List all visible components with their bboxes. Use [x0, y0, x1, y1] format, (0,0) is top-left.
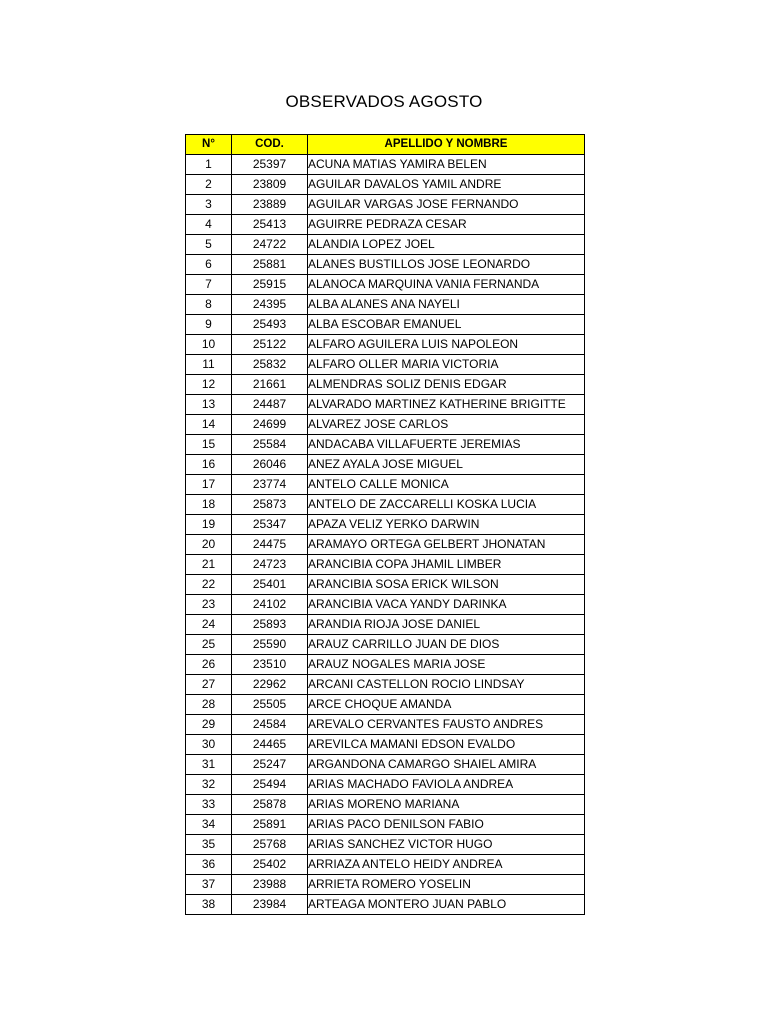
row-number: 6	[186, 255, 232, 275]
row-number: 30	[186, 735, 232, 755]
row-name: ARAMAYO ORTEGA GELBERT JHONATAN	[308, 535, 585, 555]
row-name: ARRIAZA ANTELO HEIDY ANDREA	[308, 855, 585, 875]
row-name: ARCE CHOQUE AMANDA	[308, 695, 585, 715]
row-name: ANTELO DE ZACCARELLI KOSKA LUCIA	[308, 495, 585, 515]
row-name: AGUILAR DAVALOS YAMIL ANDRE	[308, 175, 585, 195]
row-code: 25402	[232, 855, 308, 875]
table-row	[186, 155, 585, 175]
table-row	[186, 455, 585, 475]
row-name: AREVILCA MAMANI EDSON EVALDO	[308, 735, 585, 755]
row-code: 25893	[232, 615, 308, 635]
row-name: ARANCIBIA SOSA ERICK WILSON	[308, 575, 585, 595]
table-row	[186, 675, 585, 695]
table-row	[186, 535, 585, 555]
table-row	[186, 595, 585, 615]
row-name: ARANDIA RIOJA JOSE DANIEL	[308, 615, 585, 635]
row-number: 19	[186, 515, 232, 535]
row-code: 22962	[232, 675, 308, 695]
row-number: 33	[186, 795, 232, 815]
row-name: ARGANDONA CAMARGO SHAIEL AMIRA	[308, 755, 585, 775]
row-code: 25768	[232, 835, 308, 855]
row-code: 23809	[232, 175, 308, 195]
row-name: ACUNA MATIAS YAMIRA BELEN	[308, 155, 585, 175]
table-header-row	[186, 135, 585, 155]
row-name: ANEZ AYALA JOSE MIGUEL	[308, 455, 585, 475]
table-row	[186, 615, 585, 635]
row-number: 32	[186, 775, 232, 795]
row-number: 27	[186, 675, 232, 695]
row-code: 24723	[232, 555, 308, 575]
row-code: 25915	[232, 275, 308, 295]
row-code: 23988	[232, 875, 308, 895]
row-name: ALBA ESCOBAR EMANUEL	[308, 315, 585, 335]
row-code: 25832	[232, 355, 308, 375]
row-number: 35	[186, 835, 232, 855]
row-name: AGUILAR VARGAS JOSE FERNANDO	[308, 195, 585, 215]
row-name: ARANCIBIA VACA YANDY DARINKA	[308, 595, 585, 615]
row-number: 8	[186, 295, 232, 315]
row-code: 24722	[232, 235, 308, 255]
row-number: 26	[186, 655, 232, 675]
row-code: 24487	[232, 395, 308, 415]
table-row	[186, 855, 585, 875]
row-code: 25878	[232, 795, 308, 815]
row-name: ALBA ALANES ANA NAYELI	[308, 295, 585, 315]
row-name: ALANOCA MARQUINA VANIA FERNANDA	[308, 275, 585, 295]
row-code: 23984	[232, 895, 308, 915]
row-code: 25401	[232, 575, 308, 595]
table-row	[186, 875, 585, 895]
table-row	[186, 515, 585, 535]
table-row	[186, 695, 585, 715]
row-number: 16	[186, 455, 232, 475]
row-name: ALANES BUSTILLOS JOSE LEONARDO	[308, 255, 585, 275]
row-number: 20	[186, 535, 232, 555]
row-name: AGUIRRE PEDRAZA CESAR	[308, 215, 585, 235]
table-row	[186, 795, 585, 815]
table-row	[186, 735, 585, 755]
table-row	[186, 635, 585, 655]
row-code: 25584	[232, 435, 308, 455]
row-code: 25494	[232, 775, 308, 795]
page-title: OBSERVADOS AGOSTO	[285, 92, 483, 111]
table-row	[186, 575, 585, 595]
row-number: 17	[186, 475, 232, 495]
table-row	[186, 175, 585, 195]
row-name: ANDACABA VILLAFUERTE JEREMIAS	[308, 435, 585, 455]
table-row	[186, 315, 585, 335]
column-header-code: COD.	[232, 135, 308, 155]
row-number: 25	[186, 635, 232, 655]
table-row	[186, 375, 585, 395]
table-row	[186, 215, 585, 235]
row-code: 25493	[232, 315, 308, 335]
table-row	[186, 415, 585, 435]
table-row	[186, 495, 585, 515]
row-number: 28	[186, 695, 232, 715]
row-number: 4	[186, 215, 232, 235]
column-header-name: APELLIDO Y NOMBRE	[308, 135, 585, 155]
row-name: ARAUZ NOGALES MARIA JOSE	[308, 655, 585, 675]
table-row	[186, 355, 585, 375]
table-row	[186, 255, 585, 275]
row-number: 36	[186, 855, 232, 875]
table-row	[186, 815, 585, 835]
row-name: ANTELO CALLE MONICA	[308, 475, 585, 495]
row-name: ALVARADO MARTINEZ KATHERINE BRIGITTE	[308, 395, 585, 415]
table-row	[186, 755, 585, 775]
row-name: ARAUZ CARRILLO JUAN DE DIOS	[308, 635, 585, 655]
table-row	[186, 335, 585, 355]
row-number: 13	[186, 395, 232, 415]
table-row	[186, 475, 585, 495]
row-name: ALANDIA LOPEZ JOEL	[308, 235, 585, 255]
row-name: ARIAS MORENO MARIANA	[308, 795, 585, 815]
row-name: ARCANI CASTELLON ROCIO LINDSAY	[308, 675, 585, 695]
row-number: 34	[186, 815, 232, 835]
row-code: 23889	[232, 195, 308, 215]
table-row	[186, 715, 585, 735]
table-row	[186, 775, 585, 795]
row-name: ALFARO AGUILERA LUIS NAPOLEON	[308, 335, 585, 355]
row-code: 23510	[232, 655, 308, 675]
table-row	[186, 195, 585, 215]
table-row	[186, 435, 585, 455]
row-code: 24584	[232, 715, 308, 735]
row-number: 23	[186, 595, 232, 615]
row-number: 1	[186, 155, 232, 175]
row-code: 25505	[232, 695, 308, 715]
row-number: 7	[186, 275, 232, 295]
roster-table	[185, 134, 585, 915]
row-code: 24475	[232, 535, 308, 555]
row-code: 24102	[232, 595, 308, 615]
row-code: 26046	[232, 455, 308, 475]
row-number: 38	[186, 895, 232, 915]
table-row	[186, 895, 585, 915]
row-number: 31	[186, 755, 232, 775]
row-name: ARIAS MACHADO FAVIOLA ANDREA	[308, 775, 585, 795]
row-code: 25122	[232, 335, 308, 355]
row-name: ALFARO OLLER MARIA VICTORIA	[308, 355, 585, 375]
table-row	[186, 555, 585, 575]
row-code: 25247	[232, 755, 308, 775]
row-code: 25397	[232, 155, 308, 175]
row-code: 25873	[232, 495, 308, 515]
table-body	[186, 155, 585, 915]
row-name: ARRIETA ROMERO YOSELIN	[308, 875, 585, 895]
table-row	[186, 655, 585, 675]
table-row	[186, 835, 585, 855]
row-code: 24699	[232, 415, 308, 435]
row-code: 25590	[232, 635, 308, 655]
row-code: 25891	[232, 815, 308, 835]
row-number: 18	[186, 495, 232, 515]
row-number: 37	[186, 875, 232, 895]
row-code: 23774	[232, 475, 308, 495]
row-name: ARIAS PACO DENILSON FABIO	[308, 815, 585, 835]
row-number: 24	[186, 615, 232, 635]
row-name: ARTEAGA MONTERO JUAN PABLO	[308, 895, 585, 915]
row-number: 5	[186, 235, 232, 255]
row-name: ALVAREZ JOSE CARLOS	[308, 415, 585, 435]
row-code: 24395	[232, 295, 308, 315]
row-number: 3	[186, 195, 232, 215]
row-name: AREVALO CERVANTES FAUSTO ANDRES	[308, 715, 585, 735]
row-name: ALMENDRAS SOLIZ DENIS EDGAR	[308, 375, 585, 395]
row-number: 21	[186, 555, 232, 575]
row-name: APAZA VELIZ YERKO DARWIN	[308, 515, 585, 535]
row-code: 21661	[232, 375, 308, 395]
row-number: 10	[186, 335, 232, 355]
row-code: 25413	[232, 215, 308, 235]
row-code: 25347	[232, 515, 308, 535]
row-number: 29	[186, 715, 232, 735]
row-number: 9	[186, 315, 232, 335]
row-code: 25881	[232, 255, 308, 275]
table-row	[186, 295, 585, 315]
row-number: 12	[186, 375, 232, 395]
column-header-number: N°	[186, 135, 232, 155]
row-name: ARANCIBIA COPA JHAMIL LIMBER	[308, 555, 585, 575]
table-row	[186, 395, 585, 415]
table-row	[186, 275, 585, 295]
row-code: 24465	[232, 735, 308, 755]
row-name: ARIAS SANCHEZ VICTOR HUGO	[308, 835, 585, 855]
row-number: 15	[186, 435, 232, 455]
row-number: 2	[186, 175, 232, 195]
row-number: 22	[186, 575, 232, 595]
table-row	[186, 235, 585, 255]
row-number: 11	[186, 355, 232, 375]
row-number: 14	[186, 415, 232, 435]
